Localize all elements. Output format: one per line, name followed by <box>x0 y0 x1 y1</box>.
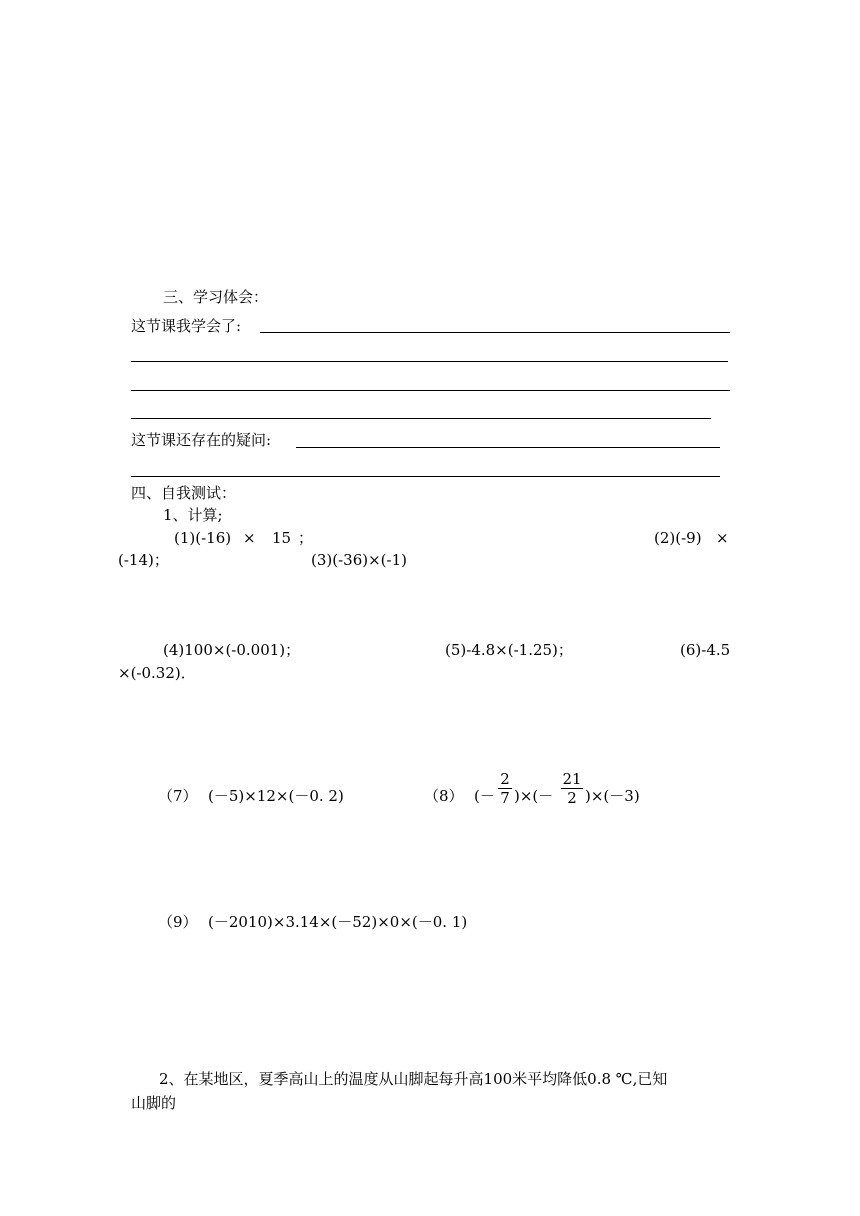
problem-1-times: × <box>243 529 256 547</box>
problem-7-expr: (－5)×12×(－0. 2) <box>208 787 344 805</box>
problem-5-expr: (5)-4.8×(-1.25)； <box>445 641 573 659</box>
problem-4-expr: (4)100×(-0.001)； <box>163 641 301 659</box>
problem-9-expr: (－2010)×3.14×(－52)×0×(－0. 1) <box>208 913 468 931</box>
problem-9-label: （9） <box>158 913 198 931</box>
problem-8-end: )×(－3) <box>585 787 640 805</box>
problem-8-fraction-2 <box>561 771 583 806</box>
learned-answer-line-4[interactable] <box>131 418 711 419</box>
problem-8-open: (－ <box>474 787 495 805</box>
question-2-text-line-1: 2、在某地区，夏季高山上的温度从山脚起每升高100米平均降低0.8 ℃,已知 <box>159 1070 668 1088</box>
learned-answer-line-2[interactable] <box>131 361 728 362</box>
fraction-1-denominator: 7 <box>500 789 510 807</box>
problem-3-expr: (3)(-36)×(-1) <box>311 551 407 569</box>
problem-8-label: （8） <box>424 787 464 805</box>
questions-answer-line-1[interactable] <box>296 447 720 448</box>
fraction-1-numerator: 2 <box>500 770 510 788</box>
learned-answer-line-1[interactable] <box>260 332 730 333</box>
learned-label: 这节课我学会了: <box>131 317 242 335</box>
problem-8-fraction-1 <box>498 771 512 806</box>
fraction-2-denominator: 2 <box>567 789 577 807</box>
problem-1-separator: ； <box>298 529 314 547</box>
section-4-heading: 四、自我测试： <box>131 484 237 502</box>
learned-answer-line-3[interactable] <box>131 390 730 391</box>
problem-2-expr-cont: (-14)； <box>118 551 169 569</box>
problem-2-times: × <box>716 529 729 547</box>
problem-1-number: 15 <box>272 529 292 547</box>
problem-6-expr: (6)-4.5 <box>680 641 731 659</box>
problem-2-expr: (2)(-9) <box>654 529 702 547</box>
questions-label: 这节课还存在的疑问: <box>131 431 272 449</box>
problem-6-expr-cont: ×(-0.32)． <box>118 664 196 682</box>
problem-7-label: （7） <box>158 787 198 805</box>
problem-1-expr: (1)(-16) <box>174 529 232 547</box>
fraction-2-numerator: 21 <box>562 770 582 788</box>
section-3-heading: 三、学习体会： <box>163 288 269 306</box>
question-1-label: 1、计算; <box>163 506 223 524</box>
problem-8-middle: )×(－ <box>514 787 554 805</box>
question-2-text-line-2: 山脚的 <box>131 1094 177 1112</box>
questions-answer-line-2[interactable] <box>131 476 720 477</box>
